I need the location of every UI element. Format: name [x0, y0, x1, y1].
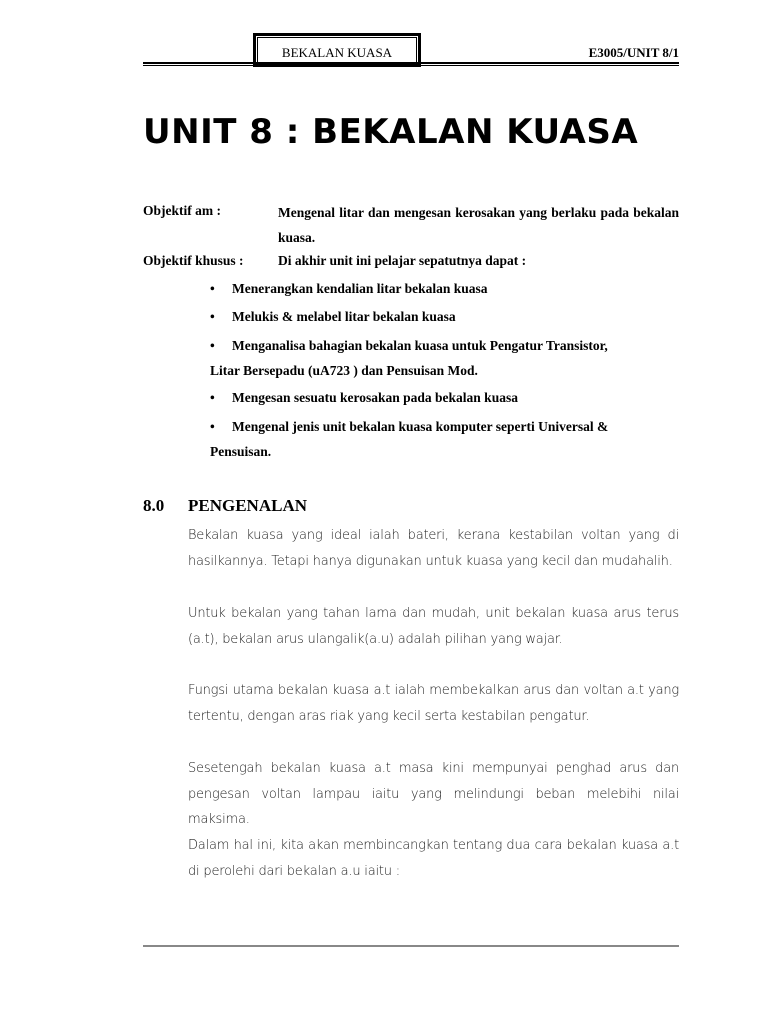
- paragraph-2: Untuk bekalan yang tahan lama dan mudah, unit bekalan kuasa arus terus (a.t), bekalan arus ulangalik(a.u) adalah pilihan yang wajar.: [188, 606, 679, 647]
- header-page-code: E3005/UNIT 8/1: [588, 45, 679, 60]
- general-objective-label: Objektif am :: [143, 203, 221, 218]
- objective-bullet-text-continued: Pensuisan.: [210, 444, 272, 459]
- objective-bullet-text: Melukis & melabel litar bekalan kuasa: [232, 309, 456, 324]
- page-title: UNIT 8 : BEKALAN KUASA: [143, 112, 639, 152]
- objective-bullet-1: [210, 276, 488, 301]
- bullet-icon: •: [210, 281, 215, 296]
- footer-rule: [143, 945, 679, 947]
- objective-bullet-3: [210, 333, 608, 383]
- objective-bullet-4: [210, 385, 518, 410]
- bullet-icon: •: [210, 309, 215, 324]
- paragraph-5: Dalam hal ini, kita akan membincangkan tentang dua cara bekalan kuasa a.t di perolehi dari bekalan a.u iaitu :: [188, 838, 679, 879]
- objective-bullet-2: [210, 304, 456, 329]
- section-number: 8.0: [143, 496, 165, 515]
- specific-objective-label: Objektif khusus :: [143, 253, 244, 268]
- objective-bullet-text: Menerangkan kendalian litar bekalan kuasa: [232, 281, 488, 296]
- objective-bullet-text: Mengenal jenis unit bekalan kuasa komputer seperti Universal &: [232, 419, 609, 434]
- paragraph-1: Bekalan kuasa yang ideal ialah bateri, kerana kestabilan voltan yang di hasilkannya. Tetapi hanya digunakan untuk kuasa yang kecil dan mudahalih.: [188, 528, 679, 569]
- objective-bullet-text-continued: Litar Bersepadu (uA723 ) dan Pensuisan Mod.: [210, 363, 478, 378]
- objective-bullet-text: Menganalisa bahagian bekalan kuasa untuk Pengatur Transistor,: [232, 338, 608, 353]
- objective-bullet-5: [210, 414, 608, 464]
- header-title: BEKALAN KUASA: [281, 45, 393, 60]
- bullet-icon: •: [210, 338, 215, 353]
- objective-bullet-text: Mengesan sesuatu kerosakan pada bekalan kuasa: [232, 390, 518, 405]
- paragraph-4: Sesetengah bekalan kuasa a.t masa kini mempunyai penghad arus dan pengesan voltan lampau iaitu yang melindungi beban melebihi nilai maksima.: [188, 761, 679, 827]
- header-rule-thin: [143, 65, 679, 66]
- section-title: PENGENALAN: [188, 496, 308, 515]
- header-rule: [143, 62, 679, 64]
- paragraph-3: Fungsi utama bekalan kuasa a.t ialah membekalkan arus dan voltan a.t yang tertentu, dengan aras riak yang kecil serta kestabilan pengatur.: [188, 683, 679, 724]
- bullet-icon: •: [210, 419, 215, 434]
- general-objective-text: Mengenal litar dan mengesan kerosakan yang berlaku pada bekalan kuasa.: [278, 205, 679, 245]
- specific-objective-intro: Di akhir unit ini pelajar sepatutnya dapat :: [278, 253, 527, 268]
- bullet-icon: •: [210, 390, 215, 405]
